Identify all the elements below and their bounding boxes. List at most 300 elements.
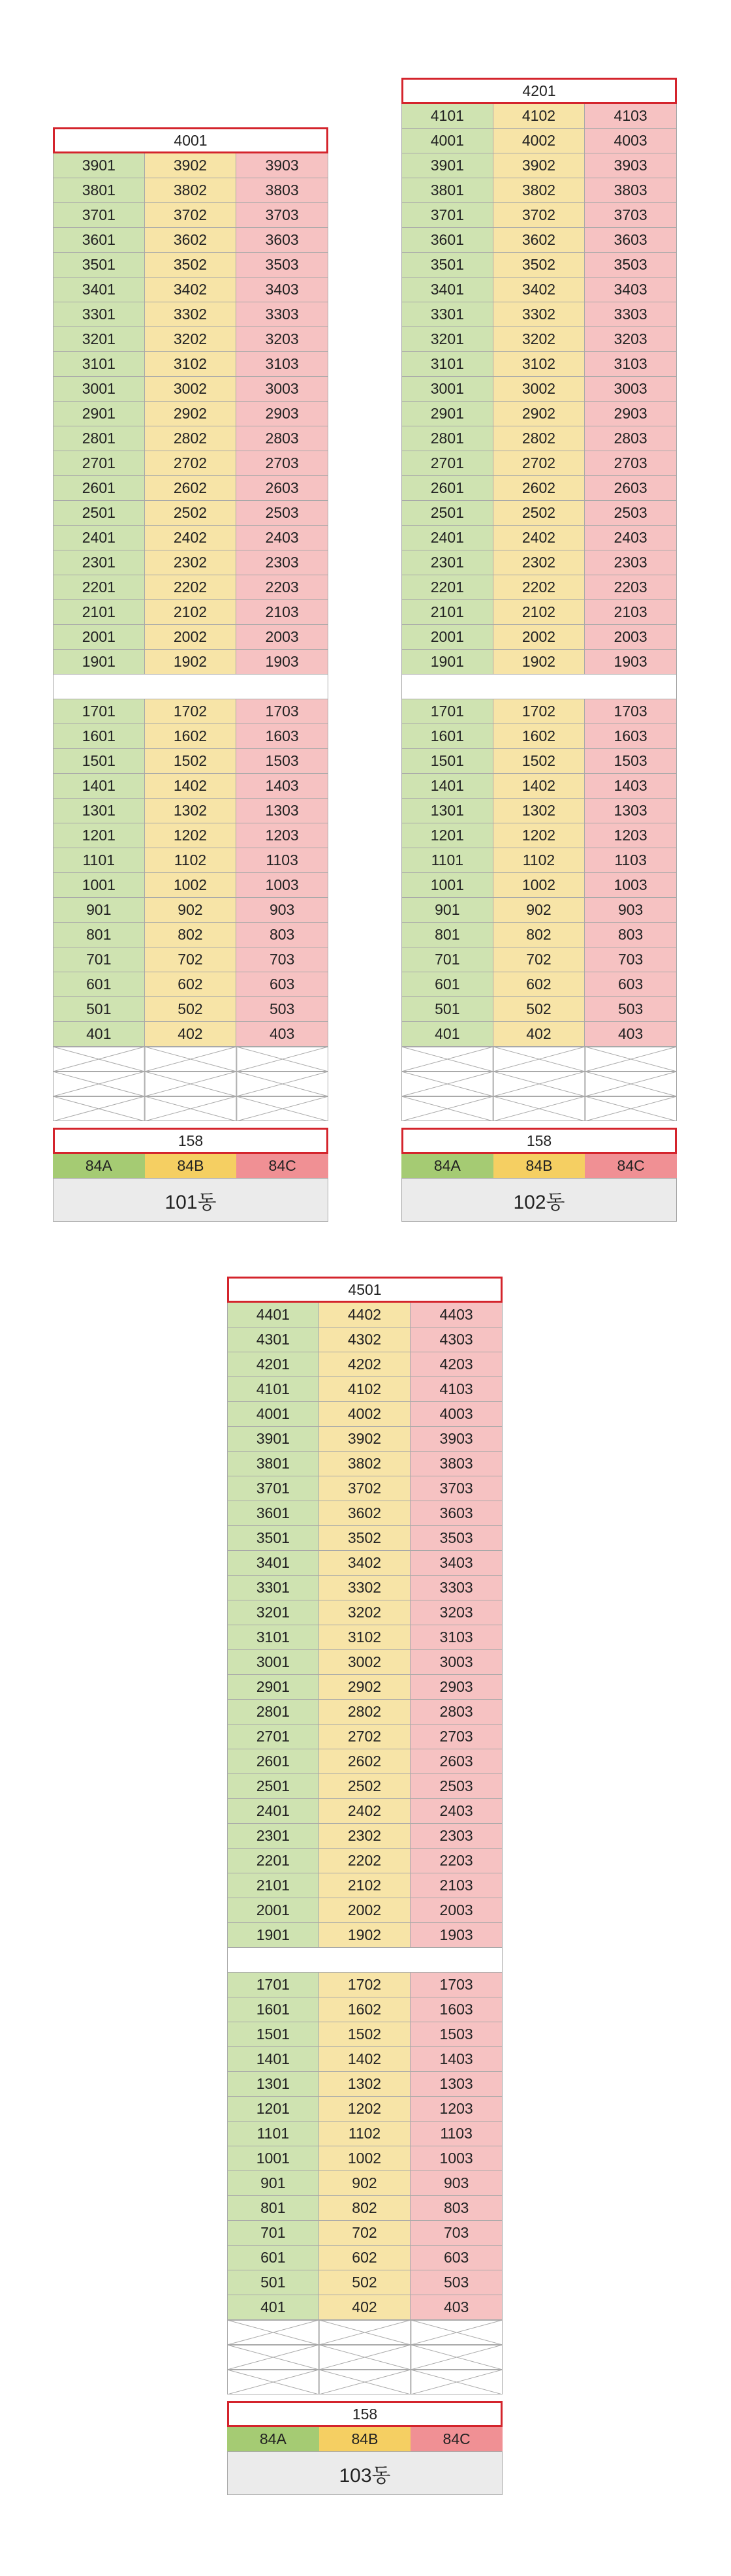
- unit-cell-84c[interactable]: 3503: [236, 253, 328, 278]
- unit-cell-84a[interactable]: 1701: [53, 699, 145, 724]
- unit-cell-84a[interactable]: 1301: [227, 2072, 319, 2097]
- unit-cell-84a[interactable]: 3501: [227, 1526, 319, 1551]
- unit-cell-84b[interactable]: 1902: [493, 650, 585, 675]
- unit-cell-84c[interactable]: 3603: [411, 1501, 503, 1526]
- unit-cell-84b[interactable]: 2202: [493, 575, 585, 600]
- unit-cell-84c[interactable]: 503: [236, 997, 328, 1022]
- unit-cell-84a[interactable]: 1201: [227, 2097, 319, 2122]
- unit-cell-84a[interactable]: 3601: [401, 228, 493, 253]
- unit-cell-84a[interactable]: 2801: [401, 426, 493, 451]
- unit-cell-84c[interactable]: 3003: [411, 1650, 503, 1675]
- unit-cell-84b[interactable]: 2402: [145, 526, 237, 550]
- unit-cell-84c[interactable]: 2703: [411, 1725, 503, 1749]
- unit-cell-84b[interactable]: 502: [493, 997, 585, 1022]
- unit-cell-84c[interactable]: 603: [236, 972, 328, 997]
- unit-cell-84b[interactable]: 3702: [145, 203, 237, 228]
- unit-cell-84a[interactable]: 2301: [53, 550, 145, 575]
- unit-cell-84b[interactable]: 1302: [493, 799, 585, 823]
- unit-cell-84a[interactable]: 901: [227, 2171, 319, 2196]
- unit-cell-84b[interactable]: 1302: [145, 799, 237, 823]
- unit-cell-84b[interactable]: 502: [145, 997, 237, 1022]
- unit-cell-84c[interactable]: 1303: [411, 2072, 503, 2097]
- unit-cell-84b[interactable]: 1402: [145, 774, 237, 799]
- unit-cell-84c[interactable]: 1503: [585, 749, 677, 774]
- unit-cell-84a[interactable]: 701: [401, 947, 493, 972]
- unit-cell-84b[interactable]: 3402: [493, 278, 585, 302]
- unit-cell-84b[interactable]: 3602: [493, 228, 585, 253]
- unit-cell-84a[interactable]: 3601: [227, 1501, 319, 1526]
- unit-cell-84a[interactable]: 3901: [401, 153, 493, 178]
- unit-cell-84c[interactable]: 3403: [585, 278, 677, 302]
- unit-cell-84c[interactable]: 3703: [585, 203, 677, 228]
- unit-cell-84a[interactable]: 3101: [53, 352, 145, 377]
- unit-cell-84b[interactable]: 3102: [493, 352, 585, 377]
- unit-cell-84c[interactable]: 803: [411, 2196, 503, 2221]
- unit-cell-84b[interactable]: 1502: [493, 749, 585, 774]
- unit-cell-84a[interactable]: 4101: [227, 1377, 319, 1402]
- unit-cell-84c[interactable]: 1203: [585, 823, 677, 848]
- unit-cell-84c[interactable]: 3403: [236, 278, 328, 302]
- unit-cell-84a[interactable]: 3301: [227, 1576, 319, 1600]
- top-floor-unit[interactable]: 4001: [53, 127, 328, 153]
- unit-cell-84c[interactable]: 603: [585, 972, 677, 997]
- unit-cell-84c[interactable]: 2903: [236, 402, 328, 426]
- unit-cell-84a[interactable]: 601: [401, 972, 493, 997]
- unit-cell-84c[interactable]: 2703: [585, 451, 677, 476]
- unit-cell-84b[interactable]: 1902: [319, 1923, 411, 1948]
- unit-cell-84c[interactable]: 3703: [236, 203, 328, 228]
- unit-cell-84a[interactable]: 1701: [227, 1973, 319, 1997]
- unit-cell-84a[interactable]: 4301: [227, 1328, 319, 1352]
- unit-cell-84a[interactable]: 2401: [401, 526, 493, 550]
- unit-cell-84a[interactable]: 401: [401, 1022, 493, 1047]
- unit-cell-84b[interactable]: 3902: [145, 153, 237, 178]
- unit-cell-84b[interactable]: 1702: [145, 699, 237, 724]
- unit-cell-84b[interactable]: 3202: [493, 327, 585, 352]
- unit-cell-84c[interactable]: 1203: [411, 2097, 503, 2122]
- unit-cell-84c[interactable]: 2303: [411, 1824, 503, 1849]
- unit-cell-84c[interactable]: 903: [585, 898, 677, 923]
- unit-cell-84a[interactable]: 2401: [227, 1799, 319, 1824]
- unit-cell-84c[interactable]: 2003: [411, 1898, 503, 1923]
- unit-cell-84b[interactable]: 2602: [145, 476, 237, 501]
- unit-cell-84c[interactable]: 4103: [585, 104, 677, 129]
- unit-cell-84b[interactable]: 3802: [493, 178, 585, 203]
- unit-cell-84c[interactable]: 1503: [411, 2022, 503, 2047]
- unit-cell-84c[interactable]: 1303: [236, 799, 328, 823]
- unit-cell-84b[interactable]: 2902: [493, 402, 585, 426]
- top-floor-unit[interactable]: 4201: [401, 78, 677, 104]
- unit-cell-84c[interactable]: 3203: [411, 1600, 503, 1625]
- unit-cell-84c[interactable]: 2903: [411, 1675, 503, 1700]
- unit-cell-84c[interactable]: 1903: [585, 650, 677, 675]
- unit-cell-84b[interactable]: 1602: [145, 724, 237, 749]
- unit-cell-84b[interactable]: 2102: [145, 600, 237, 625]
- unit-cell-84c[interactable]: 2103: [585, 600, 677, 625]
- unit-cell-84c[interactable]: 4103: [411, 1377, 503, 1402]
- unit-cell-84c[interactable]: 1903: [236, 650, 328, 675]
- unit-cell-84a[interactable]: 701: [227, 2221, 319, 2246]
- unit-cell-84c[interactable]: 2203: [236, 575, 328, 600]
- unit-cell-84a[interactable]: 3001: [401, 377, 493, 402]
- unit-cell-84a[interactable]: 3201: [227, 1600, 319, 1625]
- unit-cell-84c[interactable]: 3903: [411, 1427, 503, 1452]
- unit-cell-84a[interactable]: 2201: [401, 575, 493, 600]
- unit-cell-84a[interactable]: 501: [227, 2270, 319, 2295]
- unit-cell-84a[interactable]: 1201: [53, 823, 145, 848]
- unit-cell-84b[interactable]: 2202: [319, 1849, 411, 1873]
- unit-cell-84a[interactable]: 401: [53, 1022, 145, 1047]
- unit-cell-84a[interactable]: 1001: [53, 873, 145, 898]
- unit-cell-84a[interactable]: 1101: [53, 848, 145, 873]
- unit-cell-84c[interactable]: 1703: [236, 699, 328, 724]
- unit-cell-84b[interactable]: 2302: [319, 1824, 411, 1849]
- unit-cell-84b[interactable]: 3202: [319, 1600, 411, 1625]
- unit-cell-84c[interactable]: 2603: [236, 476, 328, 501]
- unit-cell-84b[interactable]: 2002: [319, 1898, 411, 1923]
- unit-cell-84b[interactable]: 1902: [145, 650, 237, 675]
- unit-cell-84c[interactable]: 2403: [236, 526, 328, 550]
- unit-cell-84c[interactable]: 1403: [411, 2047, 503, 2072]
- unit-cell-84a[interactable]: 2701: [401, 451, 493, 476]
- unit-cell-84a[interactable]: 3201: [401, 327, 493, 352]
- unit-cell-84b[interactable]: 1002: [319, 2146, 411, 2171]
- unit-cell-84b[interactable]: 3402: [145, 278, 237, 302]
- unit-cell-84b[interactable]: 2002: [145, 625, 237, 650]
- unit-cell-84b[interactable]: 1102: [319, 2122, 411, 2146]
- unit-cell-84b[interactable]: 2802: [319, 1700, 411, 1725]
- unit-cell-84b[interactable]: 2302: [493, 550, 585, 575]
- unit-cell-84c[interactable]: 2503: [411, 1774, 503, 1799]
- unit-cell-84a[interactable]: 2901: [401, 402, 493, 426]
- unit-cell-84a[interactable]: 1401: [53, 774, 145, 799]
- unit-cell-84c[interactable]: 2203: [585, 575, 677, 600]
- unit-cell-84c[interactable]: 1703: [411, 1973, 503, 1997]
- unit-cell-84c[interactable]: 3803: [236, 178, 328, 203]
- unit-cell-84b[interactable]: 3202: [145, 327, 237, 352]
- unit-cell-84b[interactable]: 3102: [319, 1625, 411, 1650]
- unit-cell-84a[interactable]: 801: [401, 923, 493, 947]
- unit-cell-84b[interactable]: 2102: [493, 600, 585, 625]
- unit-cell-84a[interactable]: 3701: [401, 203, 493, 228]
- unit-cell-84c[interactable]: 2903: [585, 402, 677, 426]
- unit-cell-84a[interactable]: 3901: [227, 1427, 319, 1452]
- unit-cell-84c[interactable]: 1003: [236, 873, 328, 898]
- unit-cell-84c[interactable]: 4003: [585, 129, 677, 153]
- unit-cell-84b[interactable]: 4202: [319, 1352, 411, 1377]
- unit-cell-84a[interactable]: 1901: [53, 650, 145, 675]
- unit-cell-84c[interactable]: 4003: [411, 1402, 503, 1427]
- top-floor-unit[interactable]: 4501: [227, 1277, 503, 1303]
- unit-cell-84a[interactable]: 3501: [53, 253, 145, 278]
- unit-cell-84a[interactable]: 1401: [401, 774, 493, 799]
- unit-cell-84a[interactable]: 1901: [401, 650, 493, 675]
- unit-cell-84a[interactable]: 3001: [53, 377, 145, 402]
- unit-cell-84c[interactable]: 1603: [411, 1997, 503, 2022]
- unit-cell-84c[interactable]: 403: [411, 2295, 503, 2320]
- unit-cell-84c[interactable]: 2703: [236, 451, 328, 476]
- unit-cell-84a[interactable]: 3201: [53, 327, 145, 352]
- unit-cell-84c[interactable]: 2803: [411, 1700, 503, 1725]
- unit-cell-84b[interactable]: 2802: [493, 426, 585, 451]
- unit-cell-84c[interactable]: 3103: [236, 352, 328, 377]
- unit-cell-84a[interactable]: 3701: [227, 1476, 319, 1501]
- unit-cell-84a[interactable]: 1101: [401, 848, 493, 873]
- unit-cell-84b[interactable]: 702: [319, 2221, 411, 2246]
- unit-cell-84b[interactable]: 4102: [319, 1377, 411, 1402]
- unit-cell-84a[interactable]: 2301: [227, 1824, 319, 1849]
- unit-cell-84a[interactable]: 3501: [401, 253, 493, 278]
- unit-cell-84c[interactable]: 1903: [411, 1923, 503, 1948]
- unit-cell-84b[interactable]: 4302: [319, 1328, 411, 1352]
- unit-cell-84a[interactable]: 3601: [53, 228, 145, 253]
- unit-cell-84a[interactable]: 2401: [53, 526, 145, 550]
- unit-cell-84b[interactable]: 902: [145, 898, 237, 923]
- unit-cell-84b[interactable]: 2902: [145, 402, 237, 426]
- unit-cell-84c[interactable]: 603: [411, 2246, 503, 2270]
- unit-cell-84a[interactable]: 2701: [227, 1725, 319, 1749]
- unit-cell-84c[interactable]: 3003: [236, 377, 328, 402]
- unit-cell-84b[interactable]: 502: [319, 2270, 411, 2295]
- unit-cell-84b[interactable]: 3102: [145, 352, 237, 377]
- unit-cell-84c[interactable]: 1103: [585, 848, 677, 873]
- unit-cell-84a[interactable]: 1101: [227, 2122, 319, 2146]
- unit-cell-84b[interactable]: 3302: [145, 302, 237, 327]
- unit-cell-84b[interactable]: 402: [319, 2295, 411, 2320]
- unit-cell-84b[interactable]: 1102: [145, 848, 237, 873]
- unit-cell-84b[interactable]: 2502: [319, 1774, 411, 1799]
- unit-cell-84a[interactable]: 1001: [401, 873, 493, 898]
- unit-cell-84a[interactable]: 801: [227, 2196, 319, 2221]
- unit-cell-84c[interactable]: 1603: [585, 724, 677, 749]
- unit-cell-84c[interactable]: 3503: [585, 253, 677, 278]
- unit-cell-84a[interactable]: 2901: [53, 402, 145, 426]
- unit-cell-84a[interactable]: 4001: [227, 1402, 319, 1427]
- unit-cell-84a[interactable]: 3801: [227, 1452, 319, 1476]
- unit-cell-84c[interactable]: 1003: [411, 2146, 503, 2171]
- unit-cell-84a[interactable]: 2801: [53, 426, 145, 451]
- unit-cell-84a[interactable]: 2801: [227, 1700, 319, 1725]
- unit-cell-84c[interactable]: 3703: [411, 1476, 503, 1501]
- unit-cell-84c[interactable]: 2603: [411, 1749, 503, 1774]
- unit-cell-84c[interactable]: 2103: [236, 600, 328, 625]
- unit-cell-84c[interactable]: 2803: [585, 426, 677, 451]
- unit-cell-84c[interactable]: 1503: [236, 749, 328, 774]
- unit-cell-84c[interactable]: 3203: [585, 327, 677, 352]
- unit-cell-84b[interactable]: 1602: [493, 724, 585, 749]
- unit-cell-84a[interactable]: 2601: [401, 476, 493, 501]
- unit-cell-84c[interactable]: 2503: [585, 501, 677, 526]
- unit-cell-84c[interactable]: 3003: [585, 377, 677, 402]
- unit-cell-84c[interactable]: 2103: [411, 1873, 503, 1898]
- unit-cell-84b[interactable]: 702: [145, 947, 237, 972]
- unit-cell-84a[interactable]: 3801: [401, 178, 493, 203]
- unit-cell-84c[interactable]: 3103: [585, 352, 677, 377]
- unit-cell-84b[interactable]: 3002: [493, 377, 585, 402]
- unit-cell-84b[interactable]: 3802: [319, 1452, 411, 1476]
- unit-cell-84c[interactable]: 2803: [236, 426, 328, 451]
- unit-cell-84a[interactable]: 2201: [53, 575, 145, 600]
- unit-cell-84a[interactable]: 3701: [53, 203, 145, 228]
- unit-cell-84c[interactable]: 2403: [585, 526, 677, 550]
- unit-cell-84b[interactable]: 1202: [493, 823, 585, 848]
- unit-cell-84b[interactable]: 2302: [145, 550, 237, 575]
- unit-cell-84b[interactable]: 3402: [319, 1551, 411, 1576]
- unit-cell-84b[interactable]: 1202: [145, 823, 237, 848]
- unit-cell-84a[interactable]: 701: [53, 947, 145, 972]
- unit-cell-84a[interactable]: 601: [53, 972, 145, 997]
- unit-cell-84c[interactable]: 403: [236, 1022, 328, 1047]
- unit-cell-84a[interactable]: 2301: [401, 550, 493, 575]
- unit-cell-84b[interactable]: 2002: [493, 625, 585, 650]
- unit-cell-84a[interactable]: 501: [401, 997, 493, 1022]
- unit-cell-84a[interactable]: 4401: [227, 1303, 319, 1328]
- unit-cell-84c[interactable]: 1303: [585, 799, 677, 823]
- unit-cell-84a[interactable]: 2901: [227, 1675, 319, 1700]
- unit-cell-84c[interactable]: 703: [585, 947, 677, 972]
- unit-cell-84a[interactable]: 3001: [227, 1650, 319, 1675]
- unit-cell-84a[interactable]: 2501: [53, 501, 145, 526]
- unit-cell-84b[interactable]: 602: [493, 972, 585, 997]
- unit-cell-84c[interactable]: 3303: [236, 302, 328, 327]
- unit-cell-84a[interactable]: 1401: [227, 2047, 319, 2072]
- unit-cell-84a[interactable]: 901: [53, 898, 145, 923]
- unit-cell-84b[interactable]: 2602: [493, 476, 585, 501]
- unit-cell-84c[interactable]: 2203: [411, 1849, 503, 1873]
- unit-cell-84c[interactable]: 3203: [236, 327, 328, 352]
- unit-cell-84a[interactable]: 1501: [53, 749, 145, 774]
- unit-cell-84c[interactable]: 703: [411, 2221, 503, 2246]
- unit-cell-84a[interactable]: 601: [227, 2246, 319, 2270]
- unit-cell-84b[interactable]: 1002: [493, 873, 585, 898]
- unit-cell-84a[interactable]: 901: [401, 898, 493, 923]
- unit-cell-84c[interactable]: 4303: [411, 1328, 503, 1352]
- unit-cell-84c[interactable]: 903: [411, 2171, 503, 2196]
- unit-cell-84b[interactable]: 802: [493, 923, 585, 947]
- unit-cell-84c[interactable]: 1403: [585, 774, 677, 799]
- unit-cell-84a[interactable]: 2001: [227, 1898, 319, 1923]
- unit-cell-84c[interactable]: 3603: [236, 228, 328, 253]
- unit-cell-84a[interactable]: 3401: [53, 278, 145, 302]
- unit-cell-84b[interactable]: 3802: [145, 178, 237, 203]
- unit-cell-84b[interactable]: 402: [493, 1022, 585, 1047]
- unit-cell-84b[interactable]: 3302: [319, 1576, 411, 1600]
- unit-cell-84b[interactable]: 2502: [145, 501, 237, 526]
- unit-cell-84a[interactable]: 501: [53, 997, 145, 1022]
- unit-cell-84a[interactable]: 3301: [53, 302, 145, 327]
- unit-cell-84b[interactable]: 4002: [493, 129, 585, 153]
- unit-cell-84a[interactable]: 2501: [401, 501, 493, 526]
- unit-cell-84b[interactable]: 1102: [493, 848, 585, 873]
- unit-cell-84c[interactable]: 2003: [585, 625, 677, 650]
- unit-cell-84c[interactable]: 4403: [411, 1303, 503, 1328]
- unit-cell-84c[interactable]: 3603: [585, 228, 677, 253]
- unit-cell-84c[interactable]: 3303: [411, 1576, 503, 1600]
- unit-cell-84a[interactable]: 2001: [401, 625, 493, 650]
- unit-cell-84a[interactable]: 2601: [53, 476, 145, 501]
- unit-cell-84a[interactable]: 3801: [53, 178, 145, 203]
- unit-cell-84a[interactable]: 2101: [401, 600, 493, 625]
- unit-cell-84c[interactable]: 3303: [585, 302, 677, 327]
- unit-cell-84b[interactable]: 2502: [493, 501, 585, 526]
- unit-cell-84b[interactable]: 3702: [319, 1476, 411, 1501]
- unit-cell-84a[interactable]: 3101: [227, 1625, 319, 1650]
- unit-cell-84c[interactable]: 3403: [411, 1551, 503, 1576]
- unit-cell-84b[interactable]: 3902: [493, 153, 585, 178]
- unit-cell-84b[interactable]: 3902: [319, 1427, 411, 1452]
- unit-cell-84b[interactable]: 1202: [319, 2097, 411, 2122]
- unit-cell-84b[interactable]: 802: [145, 923, 237, 947]
- unit-cell-84c[interactable]: 503: [411, 2270, 503, 2295]
- unit-cell-84a[interactable]: 3101: [401, 352, 493, 377]
- unit-cell-84b[interactable]: 2702: [493, 451, 585, 476]
- unit-cell-84a[interactable]: 401: [227, 2295, 319, 2320]
- unit-cell-84a[interactable]: 1501: [227, 2022, 319, 2047]
- unit-cell-84a[interactable]: 2201: [227, 1849, 319, 1873]
- unit-cell-84a[interactable]: 2101: [227, 1873, 319, 1898]
- unit-cell-84b[interactable]: 4102: [493, 104, 585, 129]
- unit-cell-84b[interactable]: 2202: [145, 575, 237, 600]
- unit-cell-84c[interactable]: 2503: [236, 501, 328, 526]
- unit-cell-84b[interactable]: 902: [493, 898, 585, 923]
- unit-cell-84a[interactable]: 4101: [401, 104, 493, 129]
- unit-cell-84b[interactable]: 2602: [319, 1749, 411, 1774]
- unit-cell-84c[interactable]: 3803: [411, 1452, 503, 1476]
- unit-cell-84c[interactable]: 1403: [236, 774, 328, 799]
- unit-cell-84c[interactable]: 2303: [236, 550, 328, 575]
- unit-cell-84b[interactable]: 4402: [319, 1303, 411, 1328]
- unit-cell-84a[interactable]: 1201: [401, 823, 493, 848]
- unit-cell-84b[interactable]: 1402: [493, 774, 585, 799]
- unit-cell-84b[interactable]: 3502: [493, 253, 585, 278]
- unit-cell-84a[interactable]: 1601: [401, 724, 493, 749]
- unit-cell-84a[interactable]: 1501: [401, 749, 493, 774]
- unit-cell-84b[interactable]: 702: [493, 947, 585, 972]
- unit-cell-84b[interactable]: 1402: [319, 2047, 411, 2072]
- unit-cell-84a[interactable]: 1001: [227, 2146, 319, 2171]
- unit-cell-84b[interactable]: 1702: [319, 1973, 411, 1997]
- unit-cell-84b[interactable]: 1502: [145, 749, 237, 774]
- unit-cell-84c[interactable]: 1603: [236, 724, 328, 749]
- unit-cell-84c[interactable]: 803: [236, 923, 328, 947]
- unit-cell-84b[interactable]: 902: [319, 2171, 411, 2196]
- unit-cell-84a[interactable]: 1301: [401, 799, 493, 823]
- unit-cell-84a[interactable]: 3401: [401, 278, 493, 302]
- unit-cell-84c[interactable]: 1203: [236, 823, 328, 848]
- unit-cell-84a[interactable]: 2501: [227, 1774, 319, 1799]
- unit-cell-84b[interactable]: 3502: [145, 253, 237, 278]
- unit-cell-84b[interactable]: 402: [145, 1022, 237, 1047]
- unit-cell-84b[interactable]: 3602: [319, 1501, 411, 1526]
- unit-cell-84a[interactable]: 1301: [53, 799, 145, 823]
- unit-cell-84a[interactable]: 2701: [53, 451, 145, 476]
- unit-cell-84a[interactable]: 1701: [401, 699, 493, 724]
- unit-cell-84a[interactable]: 2601: [227, 1749, 319, 1774]
- unit-cell-84a[interactable]: 4201: [227, 1352, 319, 1377]
- unit-cell-84c[interactable]: 403: [585, 1022, 677, 1047]
- unit-cell-84b[interactable]: 3602: [145, 228, 237, 253]
- unit-cell-84c[interactable]: 4203: [411, 1352, 503, 1377]
- unit-cell-84a[interactable]: 1601: [53, 724, 145, 749]
- unit-cell-84c[interactable]: 3903: [236, 153, 328, 178]
- unit-cell-84a[interactable]: 2101: [53, 600, 145, 625]
- unit-cell-84b[interactable]: 1502: [319, 2022, 411, 2047]
- unit-cell-84c[interactable]: 2403: [411, 1799, 503, 1824]
- unit-cell-84c[interactable]: 1003: [585, 873, 677, 898]
- unit-cell-84c[interactable]: 2003: [236, 625, 328, 650]
- unit-cell-84b[interactable]: 602: [319, 2246, 411, 2270]
- unit-cell-84c[interactable]: 903: [236, 898, 328, 923]
